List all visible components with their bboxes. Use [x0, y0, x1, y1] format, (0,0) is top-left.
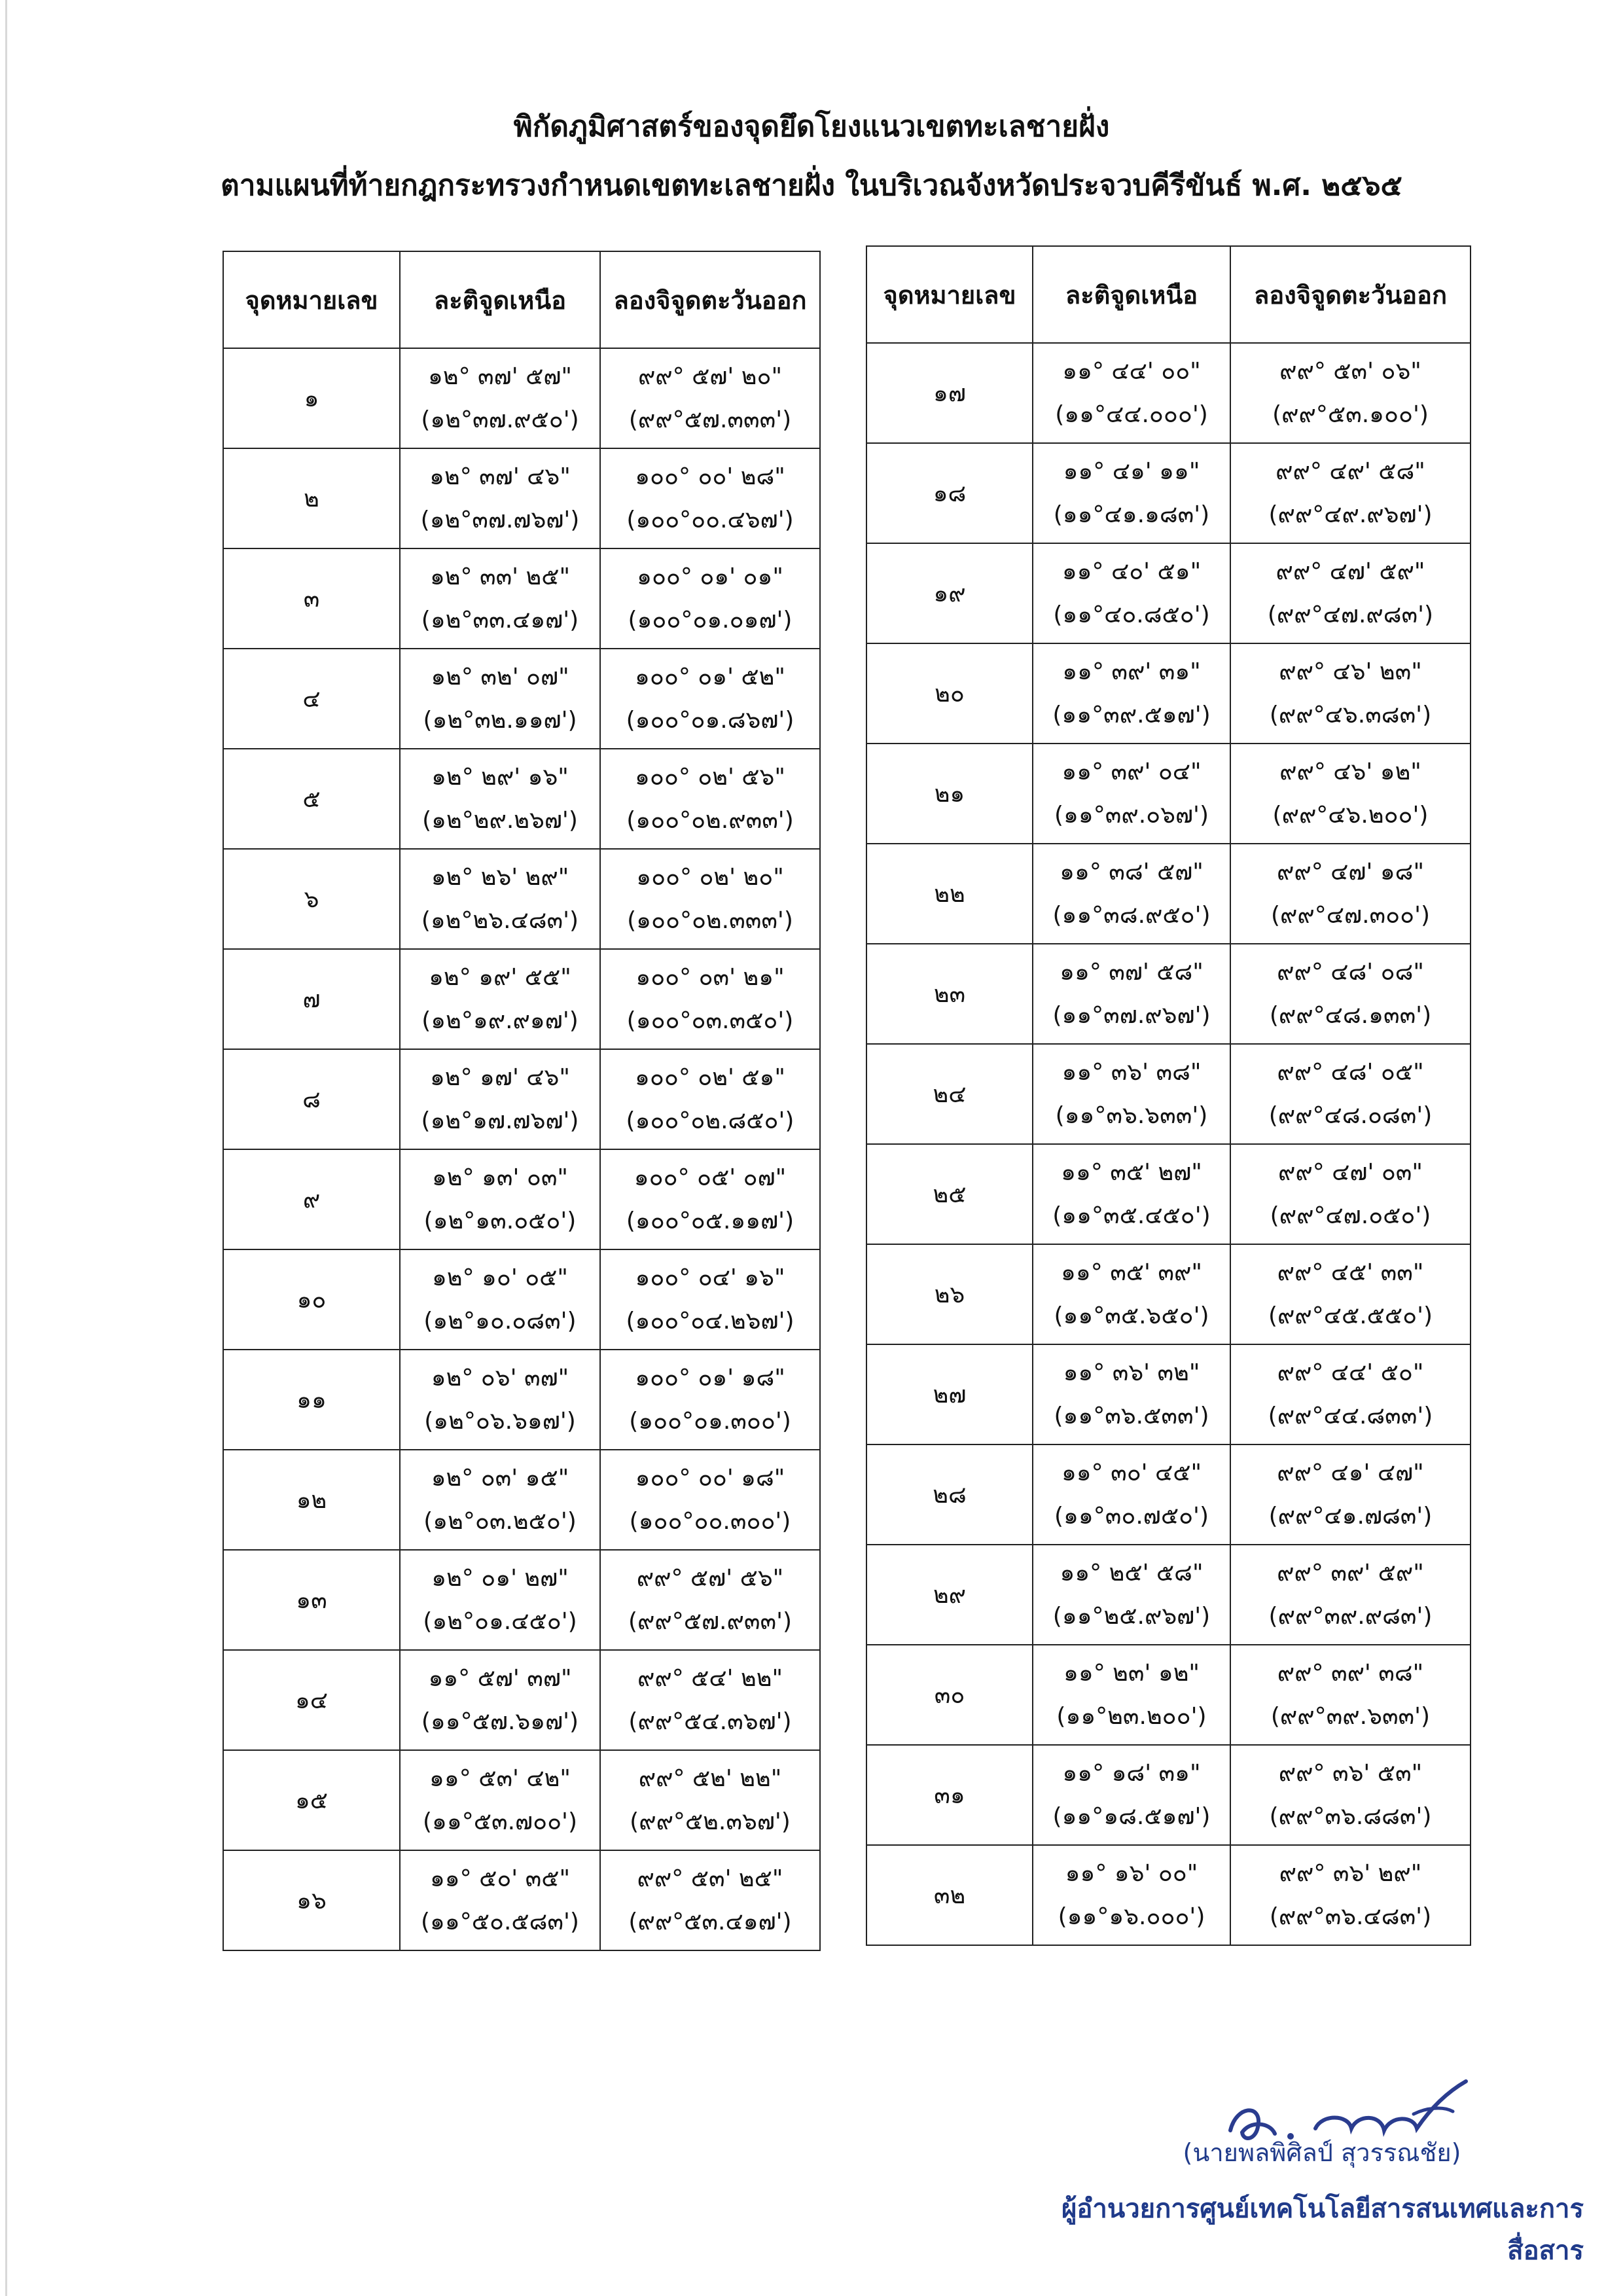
lat-dms-value: ๑๑° ๓๙' ๓๑" [1062, 658, 1201, 685]
longitude-cell [1230, 744, 1471, 844]
header-longitude: ลองจิจูดตะวันออก [1230, 246, 1471, 343]
lat-dms-value: ๑๒° ๑๙' ๕๕" [429, 963, 571, 991]
latitude-cell [1033, 1444, 1230, 1545]
table-row [866, 1144, 1471, 1244]
point-number: ๒๙ [866, 1545, 1033, 1645]
longitude-cell [600, 1149, 820, 1249]
point-number: ๑ [223, 348, 400, 448]
point-number: ๑๖ [223, 1850, 400, 1950]
table-row [223, 849, 820, 949]
lat-decimal-value: (๑๒°๐๖.๖๑๗') [424, 1407, 576, 1435]
longitude-cell [600, 649, 820, 749]
point-number: ๒๗ [866, 1344, 1033, 1444]
longitude-cell [1230, 1545, 1471, 1645]
point-number: ๘ [223, 1049, 400, 1149]
lon-decimal-value: (๑๐๐°๐๓.๓๕๐') [626, 1007, 794, 1034]
lon-decimal-value: (๙๙°๕๓.๔๑๗') [628, 1908, 792, 1935]
point-number: ๑๑ [223, 1350, 400, 1450]
lat-dms-value: ๑๒° ๐๑' ๒๗" [431, 1564, 569, 1592]
lon-decimal-value: (๙๙°๕๓.๑๐๐') [1272, 401, 1429, 428]
longitude-cell [1230, 1444, 1471, 1545]
lat-dms-value: ๑๒° ๑๗' ๔๖" [430, 1064, 570, 1091]
lat-dms-value: ๑๒° ๓๒' ๐๗" [431, 663, 569, 691]
lat-dms-value: ๑๑° ๕๓' ๔๒" [429, 1765, 571, 1792]
longitude-cell [600, 548, 820, 649]
point-number: ๑๒ [223, 1450, 400, 1550]
longitude-cell [600, 1850, 820, 1950]
lon-dms-value: ๑๐๐° ๐๐' ๒๘" [635, 463, 785, 490]
table-row [866, 1244, 1471, 1344]
latitude-cell [1033, 1144, 1230, 1244]
header-point-number: จุดหมายเลข [866, 246, 1033, 343]
lon-dms-value: ๑๐๐° ๐๐' ๑๘" [635, 1464, 785, 1492]
lat-decimal-value: (๑๑°๕๓.๗๐๐') [422, 1808, 577, 1835]
lon-dms-value: ๑๐๐° ๐๑' ๑๘" [635, 1364, 785, 1391]
point-number: ๒๔ [866, 1044, 1033, 1144]
lat-dms-value: ๑๑° ๓๐' ๔๕" [1061, 1459, 1202, 1486]
point-number: ๑๕ [223, 1750, 400, 1850]
lon-dms-value: ๙๙° ๓๙' ๕๙" [1277, 1559, 1424, 1587]
lat-dms-value: ๑๑° ๔๐' ๕๑" [1061, 558, 1202, 585]
lat-dms-value: ๑๒° ๓๗' ๔๖" [429, 463, 571, 490]
longitude-cell [600, 1750, 820, 1850]
point-number: ๑๓ [223, 1550, 400, 1650]
latitude-cell [1033, 844, 1230, 944]
latitude-cell [400, 749, 600, 849]
lon-decimal-value: (๙๙°๔๗.๐๕๐') [1270, 1202, 1431, 1229]
longitude-cell [1230, 1144, 1471, 1244]
point-number: ๑๐ [223, 1249, 400, 1350]
lat-decimal-value: (๑๒°๐๓.๒๕๐') [423, 1507, 577, 1535]
lon-dms-value: ๑๐๐° ๐๑' ๐๑" [637, 563, 783, 590]
lat-decimal-value: (๑๑°๑๘.๕๑๗') [1052, 1803, 1211, 1830]
lon-decimal-value: (๙๙°๔๕.๕๕๐') [1268, 1302, 1433, 1329]
lon-decimal-value: (๙๙°๔๗.๙๘๓') [1267, 601, 1434, 628]
table-row [223, 1249, 820, 1350]
point-number: ๓๒ [866, 1845, 1033, 1945]
lat-dms-value: ๑๒° ๐๓' ๑๕" [431, 1464, 569, 1492]
lon-dms-value: ๙๙° ๔๑' ๔๗" [1277, 1459, 1424, 1486]
table-row [866, 643, 1471, 744]
latitude-cell [1033, 643, 1230, 744]
lon-decimal-value: (๙๙°๓๖.๘๘๓') [1269, 1803, 1432, 1830]
table-row [866, 1845, 1471, 1945]
table-row [866, 1545, 1471, 1645]
lon-dms-value: ๙๙° ๔๘' ๐๘" [1277, 958, 1424, 986]
lon-decimal-value: (๙๙°๔๖.๒๐๐') [1272, 801, 1429, 829]
lat-decimal-value: (๑๒°๓๒.๑๑๗') [423, 706, 577, 734]
header-latitude: ละติจูดเหนือ [400, 251, 600, 348]
latitude-cell [1033, 1845, 1230, 1945]
latitude-cell [400, 1650, 600, 1750]
lat-dms-value: ๑๒° ๑๓' ๐๓" [432, 1164, 568, 1191]
latitude-cell [1033, 1244, 1230, 1344]
latitude-cell [1033, 1344, 1230, 1444]
lon-decimal-value: (๙๙°๔๘.๐๘๓') [1268, 1102, 1433, 1129]
lat-decimal-value: (๑๑°๔๔.๐๐๐') [1055, 401, 1208, 428]
table-row [223, 949, 820, 1049]
point-number: ๔ [223, 649, 400, 749]
document-title: พิกัดภูมิศาสตร์ของจุดยึดโยงแนวเขตทะเลชายฝั่ง [513, 110, 1110, 143]
lat-decimal-value: (๑๒°๑๓.๐๕๐') [423, 1207, 577, 1234]
lon-decimal-value: (๙๙°๔๘.๑๓๓') [1269, 1001, 1432, 1029]
lon-decimal-value: (๙๙°๔๑.๗๘๓') [1268, 1502, 1433, 1530]
table-row [866, 1344, 1471, 1444]
latitude-cell [400, 949, 600, 1049]
table-row [223, 1650, 820, 1750]
table-row [223, 348, 820, 448]
lon-dms-value: ๙๙° ๔๕' ๓๓" [1277, 1259, 1424, 1286]
table-row [223, 548, 820, 649]
lat-dms-value: ๑๒° ๐๖' ๓๗" [431, 1364, 569, 1391]
longitude-cell [1230, 343, 1471, 443]
table-row [866, 443, 1471, 543]
point-number: ๙ [223, 1149, 400, 1249]
table-row [866, 543, 1471, 643]
table-body-left [223, 348, 820, 1950]
table-row [223, 649, 820, 749]
lat-dms-value: ๑๑° ๔๑' ๑๑" [1063, 457, 1200, 485]
latitude-cell [1033, 744, 1230, 844]
longitude-cell [600, 1650, 820, 1750]
lat-decimal-value: (๑๒°๑๐.๐๘๓') [423, 1307, 577, 1335]
lat-dms-value: ๑๑° ๓๗' ๕๘" [1060, 958, 1204, 986]
longitude-cell [1230, 643, 1471, 744]
latitude-cell [1033, 1545, 1230, 1645]
lon-dms-value: ๙๙° ๓๖' ๕๓" [1278, 1759, 1423, 1787]
latitude-cell [1033, 343, 1230, 443]
lat-dms-value: ๑๑° ๔๔' ๐๐" [1062, 357, 1201, 385]
lat-dms-value: ๑๒° ๓๓' ๒๕" [429, 563, 571, 590]
longitude-cell [600, 448, 820, 548]
point-number: ๒๘ [866, 1444, 1033, 1545]
lat-decimal-value: (๑๑°๒๕.๙๖๗') [1052, 1602, 1211, 1630]
lon-dms-value: ๙๙° ๔๖' ๒๓" [1279, 658, 1422, 685]
latitude-cell [1033, 543, 1230, 643]
table-row [866, 343, 1471, 443]
table-row [866, 1044, 1471, 1144]
lon-dms-value: ๙๙° ๓๙' ๓๘" [1277, 1659, 1424, 1687]
point-number: ๓ [223, 548, 400, 649]
longitude-cell [600, 1049, 820, 1149]
lon-dms-value: ๑๐๐° ๐๒' ๕๖" [635, 763, 785, 791]
lat-decimal-value: (๑๒°๓๗.๗๖๗') [420, 506, 580, 533]
longitude-cell [600, 749, 820, 849]
point-number: ๒๖ [866, 1244, 1033, 1344]
lon-decimal-value: (๙๙°๕๗.๓๓๓') [628, 406, 792, 433]
table-row [866, 1645, 1471, 1745]
longitude-cell [600, 849, 820, 949]
point-number: ๕ [223, 749, 400, 849]
longitude-cell [1230, 1645, 1471, 1745]
latitude-cell [400, 649, 600, 749]
lon-dms-value: ๙๙° ๕๒' ๒๒" [638, 1765, 782, 1792]
lat-dms-value: ๑๒° ๓๗' ๕๗" [428, 363, 572, 390]
table-header-row [223, 251, 820, 348]
lat-decimal-value: (๑๑°๑๖.๐๐๐') [1058, 1903, 1205, 1930]
lon-decimal-value: (๙๙°๔๗.๓๐๐') [1270, 901, 1431, 929]
signer-position: ผู้อำนวยการศูนย์เทคโนโลยีสารสนเทศและการสื่อสาร [1061, 2194, 1584, 2266]
lon-decimal-value: (๙๙°๓๙.๙๘๓') [1268, 1602, 1433, 1630]
lat-decimal-value: (๑๒°๓๓.๔๑๗') [421, 606, 579, 634]
point-number: ๒ [223, 448, 400, 548]
table-row [866, 1745, 1471, 1845]
table-row [223, 1850, 820, 1950]
lon-dms-value: ๙๙° ๓๖' ๒๙" [1279, 1859, 1422, 1887]
longitude-cell [600, 348, 820, 448]
table-header-row [866, 246, 1471, 343]
header-latitude: ละติจูดเหนือ [1033, 246, 1230, 343]
lat-dms-value: ๑๑° ๓๘' ๕๗" [1060, 858, 1204, 886]
longitude-cell [600, 1450, 820, 1550]
lon-dms-value: ๙๙° ๔๘' ๐๕" [1277, 1058, 1424, 1086]
lon-dms-value: ๙๙° ๔๔' ๕๐" [1277, 1359, 1424, 1386]
lat-decimal-value: (๑๑°๓๙.๕๑๗') [1052, 701, 1211, 728]
lat-dms-value: ๑๑° ๓๖' ๓๒" [1063, 1359, 1200, 1386]
point-number: ๖ [223, 849, 400, 949]
lat-dms-value: ๑๑° ๓๕' ๒๗" [1061, 1158, 1202, 1186]
lon-dms-value: ๑๐๐° ๐๒' ๒๐" [636, 863, 784, 891]
lon-dms-value: ๙๙° ๕๗' ๕๖" [636, 1564, 784, 1592]
lon-dms-value: ๙๙° ๕๗' ๒๐" [637, 363, 783, 390]
lon-decimal-value: (๑๐๐°๐๒.๓๓๓') [627, 906, 793, 934]
table-row [223, 448, 820, 548]
lat-decimal-value: (๑๒°๒๙.๒๖๗') [422, 806, 578, 834]
lat-decimal-value: (๑๑°๓๐.๗๕๐') [1054, 1502, 1209, 1530]
longitude-cell [1230, 443, 1471, 543]
lon-decimal-value: (๑๐๐°๐๐.๔๖๗') [626, 506, 794, 533]
longitude-cell [1230, 543, 1471, 643]
lat-decimal-value: (๑๒°๓๗.๙๕๐') [421, 406, 579, 433]
lon-dms-value: ๑๐๐° ๐๓' ๒๑" [635, 963, 785, 991]
point-number: ๒๒ [866, 844, 1033, 944]
point-number: ๒๕ [866, 1144, 1033, 1244]
lat-decimal-value: (๑๑°๓๙.๐๖๗') [1054, 801, 1209, 829]
table-row [223, 749, 820, 849]
lon-dms-value: ๑๐๐° ๐๑' ๕๒" [635, 663, 785, 691]
coordinates-table-left [223, 251, 821, 1951]
lon-decimal-value: (๙๙°๓๙.๖๓๓') [1270, 1702, 1431, 1730]
lon-decimal-value: (๑๐๐°๐๑.๓๐๐') [629, 1407, 791, 1435]
lon-dms-value: ๑๐๐° ๐๕' ๐๗" [633, 1164, 787, 1191]
longitude-cell [600, 1550, 820, 1650]
lat-decimal-value: (๑๑°๒๓.๒๐๐') [1056, 1702, 1207, 1730]
point-number: ๗ [223, 949, 400, 1049]
lon-decimal-value: (๙๙°๓๖.๔๘๓') [1269, 1903, 1432, 1930]
lat-dms-value: ๑๑° ๓๙' ๐๔" [1061, 758, 1202, 785]
table-row [866, 1444, 1471, 1545]
table-row [223, 1149, 820, 1249]
page-edge-line [5, 0, 7, 2296]
latitude-cell [1033, 944, 1230, 1044]
point-number: ๓๑ [866, 1745, 1033, 1845]
latitude-cell [400, 548, 600, 649]
lat-decimal-value: (๑๑°๓๕.๔๕๐') [1052, 1202, 1211, 1229]
lon-dms-value: ๙๙° ๔๙' ๕๘" [1275, 457, 1425, 485]
lat-decimal-value: (๑๑°๕๐.๕๘๓') [421, 1908, 579, 1935]
lon-decimal-value: (๙๙°๕๔.๓๖๗') [628, 1708, 792, 1735]
lon-dms-value: ๙๙° ๔๗' ๐๓" [1278, 1158, 1423, 1186]
lat-dms-value: ๑๒° ๒๙' ๑๖" [431, 763, 569, 791]
table-row [223, 1049, 820, 1149]
lat-decimal-value: (๑๑°๓๗.๙๖๗') [1052, 1001, 1211, 1029]
lat-decimal-value: (๑๑°๓๖.๖๓๓') [1055, 1102, 1208, 1129]
latitude-cell [400, 1049, 600, 1149]
table-row [223, 1450, 820, 1550]
latitude-cell [400, 1750, 600, 1850]
lon-decimal-value: (๑๐๐°๐๒.๙๓๓') [626, 806, 794, 834]
lat-decimal-value: (๑๑°๓๖.๕๓๓') [1054, 1402, 1209, 1429]
latitude-cell [1033, 1044, 1230, 1144]
latitude-cell [1033, 1645, 1230, 1745]
lon-decimal-value: (๙๙°๔๖.๓๘๓') [1269, 701, 1432, 728]
coordinates-table-right [866, 245, 1471, 1946]
lat-decimal-value: (๑๒°๑๙.๙๑๗') [421, 1007, 579, 1034]
point-number: ๓๐ [866, 1645, 1033, 1745]
point-number: ๑๔ [223, 1650, 400, 1750]
lon-decimal-value: (๑๐๐°๐๐.๓๐๐') [629, 1507, 791, 1535]
longitude-cell [1230, 944, 1471, 1044]
point-number: ๒๓ [866, 944, 1033, 1044]
table-row [223, 1750, 820, 1850]
lon-decimal-value: (๑๐๐°๐๒.๘๕๐') [626, 1107, 794, 1134]
lon-decimal-value: (๙๙°๔๙.๙๖๗') [1268, 501, 1433, 528]
lon-decimal-value: (๑๐๐°๐๑.๐๑๗') [628, 606, 793, 634]
lon-dms-value: ๙๙° ๕๓' ๐๖" [1279, 357, 1421, 385]
longitude-cell [600, 1249, 820, 1350]
lat-decimal-value: (๑๒°๒๖.๔๘๓') [421, 906, 579, 934]
table-row [223, 1350, 820, 1450]
lon-dms-value: ๙๙° ๕๓' ๒๕" [637, 1865, 783, 1892]
table-row [866, 844, 1471, 944]
lon-dms-value: ๙๙° ๔๗' ๕๙" [1275, 558, 1425, 585]
point-number: ๒๑ [866, 744, 1033, 844]
latitude-cell [1033, 443, 1230, 543]
lon-decimal-value: (๑๐๐°๐๕.๑๑๗') [626, 1207, 794, 1234]
lon-dms-value: ๙๙° ๕๔' ๒๒" [637, 1664, 783, 1692]
lon-decimal-value: (๙๙°๕๗.๙๓๓') [628, 1607, 793, 1635]
point-number: ๑๙ [866, 543, 1033, 643]
latitude-cell [400, 849, 600, 949]
table-row [866, 744, 1471, 844]
latitude-cell [400, 1249, 600, 1350]
document-subtitle: ตามแผนที่ท้ายกฎกระทรวงกำหนดเขตทะเลชายฝั่ง ในบริเวณจังหวัดประจวบคีรีขันธ์ พ.ศ. ๒๕๖๕ [221, 169, 1402, 202]
latitude-cell [400, 1850, 600, 1950]
lat-dms-value: ๑๒° ๑๐' ๐๕" [432, 1264, 568, 1291]
latitude-cell [400, 348, 600, 448]
lat-dms-value: ๑๑° ๕๗' ๓๗" [428, 1664, 572, 1692]
longitude-cell [1230, 1044, 1471, 1144]
longitude-cell [1230, 844, 1471, 944]
latitude-cell [400, 1350, 600, 1450]
longitude-cell [1230, 1745, 1471, 1845]
table-row [866, 944, 1471, 1044]
header-longitude: ลองจิจูดตะวันออก [600, 251, 820, 348]
lat-decimal-value: (๑๒°๐๑.๔๕๐') [423, 1607, 577, 1635]
longitude-cell [600, 949, 820, 1049]
lon-dms-value: ๑๐๐° ๐๒' ๕๑" [635, 1064, 785, 1091]
latitude-cell [1033, 1745, 1230, 1845]
lat-dms-value: ๑๑° ๒๕' ๕๘" [1060, 1559, 1204, 1587]
lon-decimal-value: (๙๙°๔๔.๘๓๓') [1268, 1402, 1433, 1429]
longitude-cell [1230, 1344, 1471, 1444]
lat-dms-value: ๑๑° ๒๓' ๑๒" [1063, 1659, 1200, 1687]
lat-dms-value: ๑๑° ๑๘' ๓๑" [1062, 1759, 1201, 1787]
table-row [223, 1550, 820, 1650]
point-number: ๒๐ [866, 643, 1033, 744]
lat-decimal-value: (๑๑°๔๑.๑๘๓') [1053, 501, 1210, 528]
lon-decimal-value: (๑๐๐°๐๔.๒๖๗') [626, 1307, 794, 1335]
lon-dms-value: ๙๙° ๔๗' ๑๘" [1276, 858, 1425, 886]
lon-dms-value: ๑๐๐° ๐๔' ๑๖" [635, 1264, 785, 1291]
lat-decimal-value: (๑๑°๔๐.๘๕๐') [1053, 601, 1210, 628]
latitude-cell [400, 448, 600, 548]
lat-decimal-value: (๑๑°๓๘.๙๕๐') [1052, 901, 1211, 929]
lat-dms-value: ๑๒° ๒๖' ๒๙" [431, 863, 569, 891]
lat-dms-value: ๑๑° ๑๖' ๐๐" [1065, 1859, 1198, 1887]
lon-decimal-value: (๙๙°๕๒.๓๖๗') [630, 1808, 791, 1835]
longitude-cell [1230, 1244, 1471, 1344]
lat-dms-value: ๑๑° ๓๕' ๓๙" [1061, 1259, 1202, 1286]
longitude-cell [1230, 1845, 1471, 1945]
lat-decimal-value: (๑๒°๑๗.๗๖๗') [421, 1107, 579, 1134]
latitude-cell [400, 1149, 600, 1249]
table-body-right [866, 343, 1471, 1945]
signer-name: (นายพลพิศิลป์ สุวรรณชัย) [1183, 2138, 1461, 2167]
longitude-cell [600, 1350, 820, 1450]
lat-dms-value: ๑๑° ๓๖' ๓๘" [1061, 1058, 1202, 1086]
latitude-cell [400, 1550, 600, 1650]
point-number: ๑๗ [866, 343, 1033, 443]
lat-decimal-value: (๑๑°๕๗.๖๑๗') [421, 1708, 579, 1735]
lat-decimal-value: (๑๑°๓๕.๖๕๐') [1054, 1302, 1209, 1329]
lon-dms-value: ๙๙° ๔๖' ๑๒" [1279, 758, 1421, 785]
latitude-cell [400, 1450, 600, 1550]
lat-dms-value: ๑๑° ๕๐' ๓๕" [429, 1865, 571, 1892]
header-point-number: จุดหมายเลข [223, 251, 400, 348]
point-number: ๑๘ [866, 443, 1033, 543]
lon-decimal-value: (๑๐๐°๐๑.๘๖๗') [626, 706, 794, 734]
